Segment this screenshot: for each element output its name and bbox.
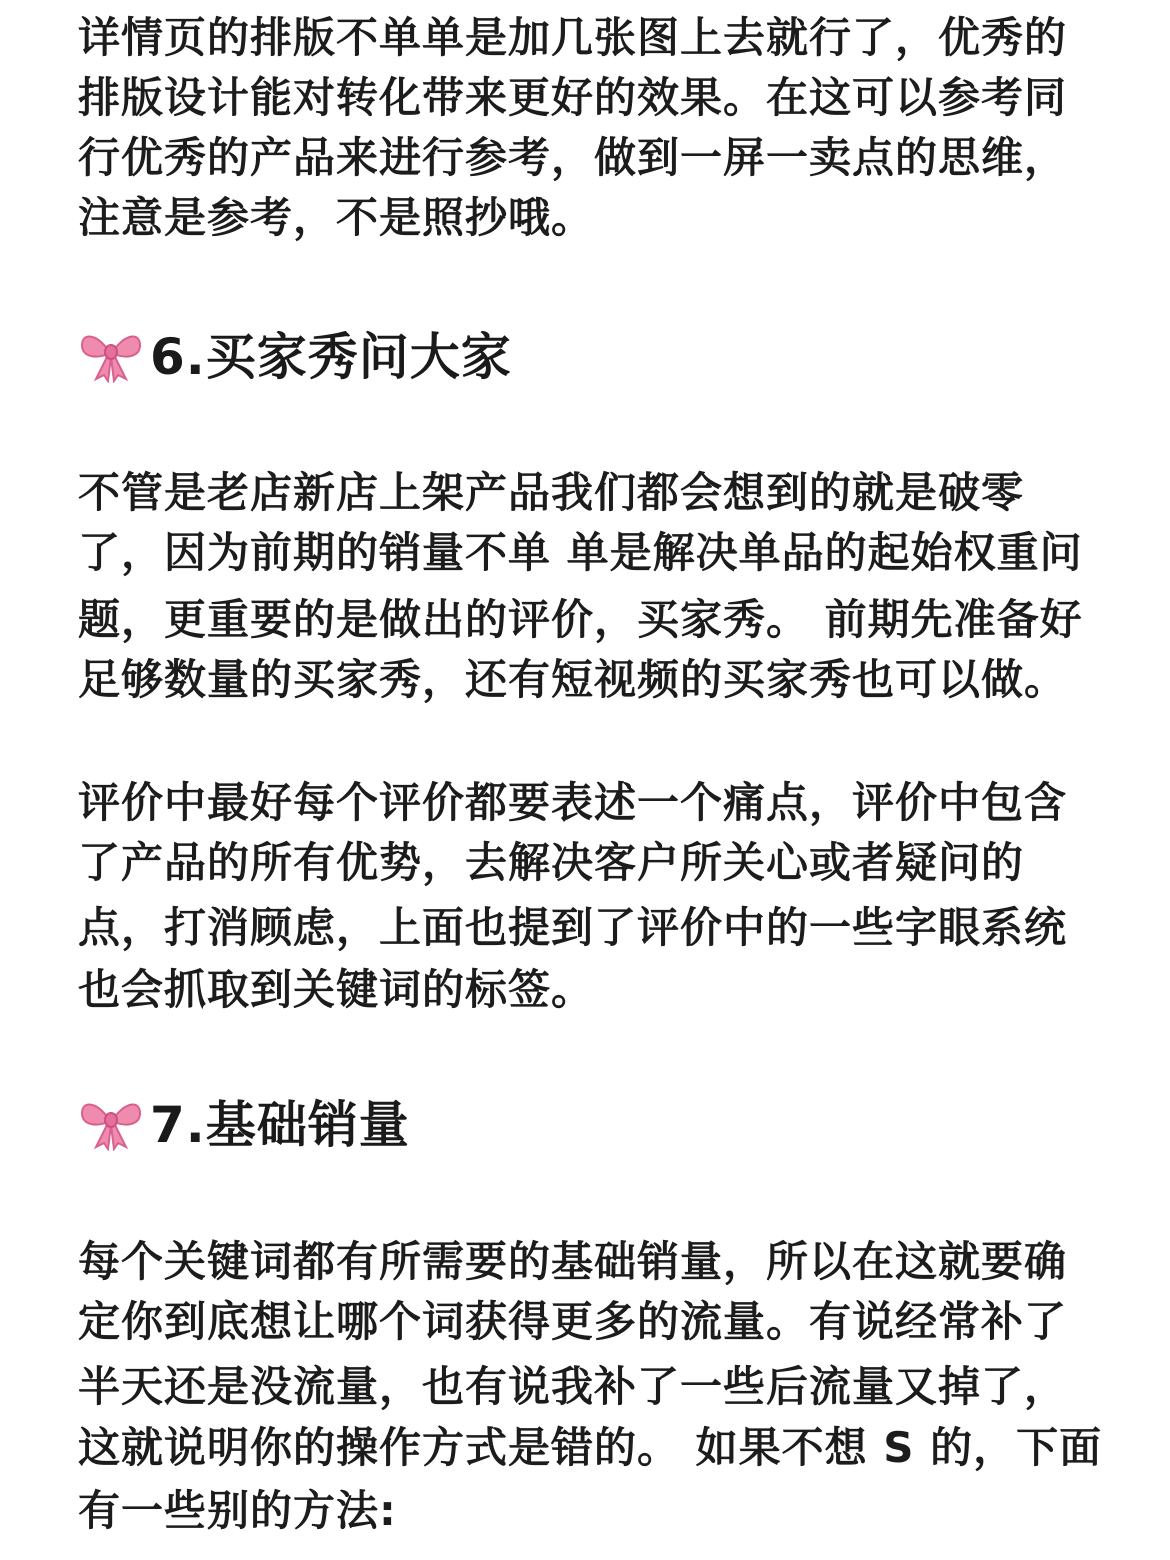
section-6-title: 6.买家秀问大家: [150, 328, 512, 386]
section-6-para1-line-1: 不管是老店新店上架产品我们都会想到的就是破零: [78, 468, 1025, 517]
section-7-para1-line-3: 半天还是没流量，也有说我补了一些后流量又掉了，: [78, 1362, 1068, 1411]
section-7-para1-line-2: 定你到底想让哪个词获得更多的流量。有说经常补了: [78, 1297, 1068, 1346]
intro-line-1: 详情页的排版不单单是加几张图上去就行了，优秀的: [78, 13, 1068, 62]
section-6-para2-line-3: 点，打消顾虑，上面也提到了评价中的一些字眼系统: [78, 903, 1068, 952]
ribbon-bow-icon: [78, 323, 144, 383]
section-7-para1-line-5: 有一些别的方法:: [78, 1486, 397, 1535]
section-7-para1-line-1: 每个关键词都有所需要的基础销量，所以在这就要确: [78, 1237, 1068, 1286]
section-7-heading: [78, 1081, 410, 1161]
intro-line-3: 行优秀的产品来进行参考，做到一屏一卖点的思维，: [78, 133, 1068, 182]
intro-line-2: 排版设计能对转化带来更好的效果。在这可以参考同: [78, 73, 1068, 122]
section-6-para1-line-2: 了，因为前期的销量不单 单是解决单品的起始权重问: [78, 528, 1083, 577]
section-6-para2-line-1: 评价中最好每个评价都要表述一个痛点，评价中包含: [78, 778, 1068, 827]
section-7-title: 7.基础销量: [150, 1096, 410, 1154]
section-6-para1-line-4: 足够数量的买家秀，还有短视频的买家秀也可以做。: [78, 655, 1068, 704]
intro-line-4: 注意是参考，不是照抄哦。: [78, 193, 595, 242]
section-6-heading: [78, 313, 512, 393]
section-7-para1-line-4: 这就说明你的操作方式是错的。 如果不想 S 的，下面: [78, 1423, 1103, 1472]
section-6-para2-line-2: 了产品的所有优势，去解决客户所关心或者疑问的: [78, 838, 1025, 887]
ribbon-bow-icon: [78, 1091, 144, 1151]
section-6-para1-line-3: 题，更重要的是做出的评价，买家秀。 前期先准备好: [78, 595, 1083, 644]
section-6-para2-line-4: 也会抓取到关键词的标签。: [78, 965, 595, 1014]
